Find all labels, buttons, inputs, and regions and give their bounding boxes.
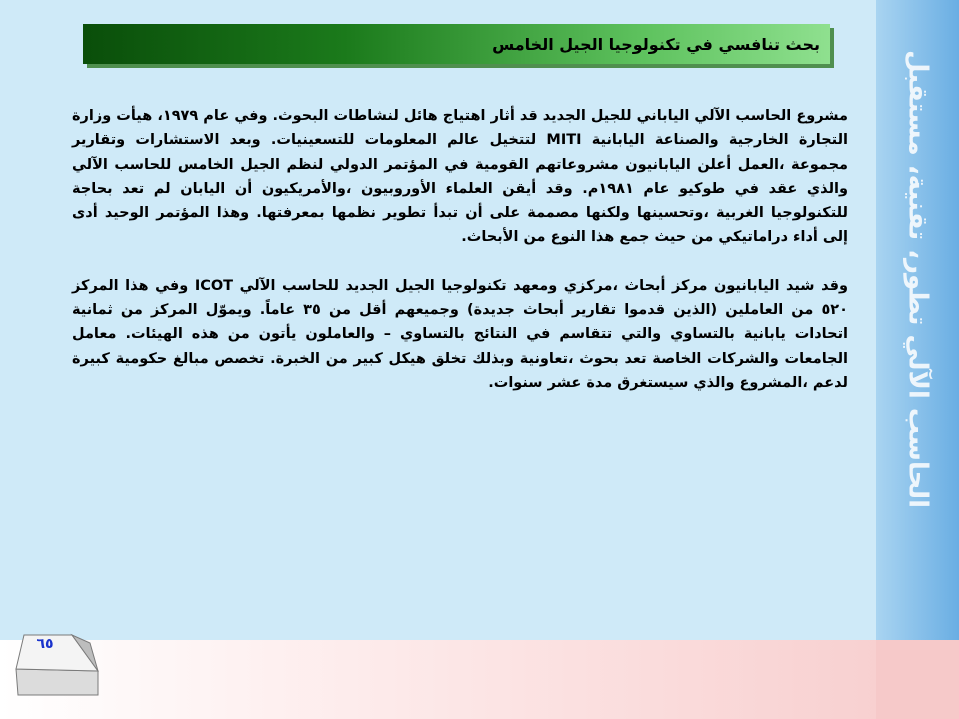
bottom-band (0, 640, 959, 719)
side-title-container (876, 0, 959, 640)
slide-content (72, 104, 848, 395)
bottom-corner-strip (876, 640, 959, 719)
paragraph-1: مشروع الحاسب الآلي الياباني للجيل الجديد قد أثار اهتياج هائل لنشاطات البحوث. وفي عام ١٩٧٩، هيأت وزارة التجارة الخارجية والصناعة اليابانية MITI لتتخيل عالم المعلومات للتسعينيات. وبعد الاستشارات وتقارير مجموعة ،العمل أعلن اليابانيون مشروعاتهم القومية في المؤتمر الدولي لنظم الجيل الخامس للحاسب الآلي والذي عقد في طوكيو عام ١٩٨١م. وقد أيقن العلماء الأوروبيون ،والأمريكيون أن اليابان لم تعد بحاجة للتكنولوجيا الغربية ،وتحسينها ولكنها مصممة على أن تبدأ تطوير نظمها بمعرفتها. وهذا المؤتمر الوحيد أدى إلى أداء دراماتيكي من حيث جمع هذا النوع من الأبحاث. (72, 108, 849, 246)
paragraph-2: وقد شيد اليابانيون مركز أبحاث ،مركزي ومعهد تكنولوجيا الجيل الجديد للحاسب الآلي ICOT وفي هذا المركز ٥٢٠ من العاملين (الذين قدموا تقارير أبحاث جديدة) وجميعهم أقل من ٣٥ عاماً. ويموّل المركز من ثمانية اتحادات يابانية بالتساوي والتي تتقاسم في النتائج بالتساوي – والعاملون يأتون من هذه الهيئات. معامل الجامعات والشركات الخاصة تعد بحوث ،تعاونية وبذلك تخلق هيكل كبير من الخبرة. تخصص مبالغ حكومية كبيرة لدعم ،المشروع والذي سيستغرق مدة عشر سنوات. (72, 277, 848, 391)
slide-title: بحث تنافسي في تكنولوجيا الجيل الخامس (492, 34, 820, 54)
page-number: ٦٥ (36, 636, 54, 652)
side-title: الحاسب الآلي تطور، تقنية، مستقبل (902, 50, 933, 509)
title-bar (83, 24, 830, 64)
